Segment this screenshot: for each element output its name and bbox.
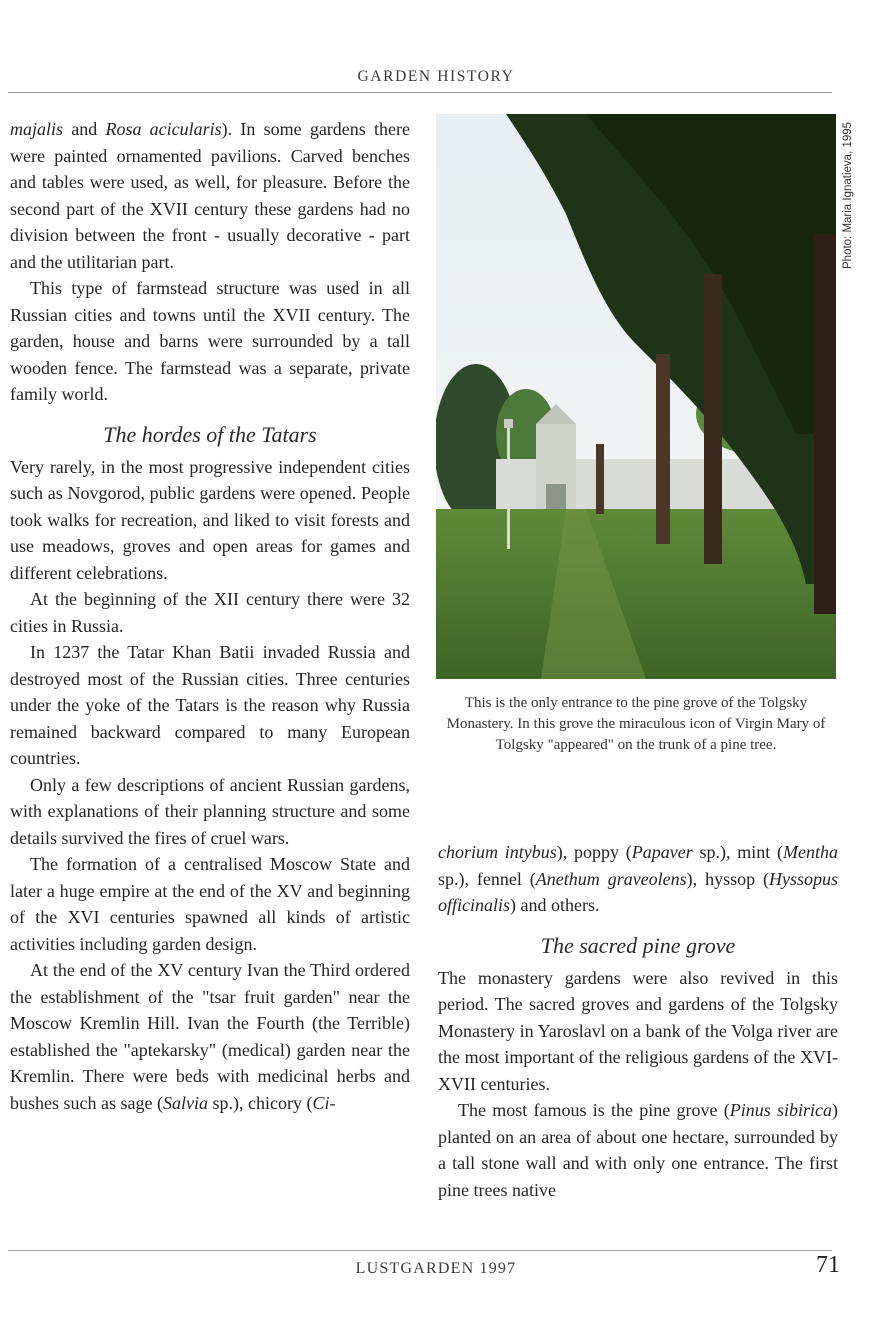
paragraph: At the beginning of the XII century there were 32 cities in Russia. <box>10 589 410 636</box>
paragraph: The formation of a centralised Moscow State and later a huge empire at the end of the XV and beginning of the XVI centuries spawned all kinds of artistic activities including garden design. <box>10 854 410 954</box>
paragraph: majalis and Rosa acicularis). In some gardens there were painted ornamented pavilions. Carved benches and tables were used, as well, for pleasure. Before the second part of the XVII century these gardens had no division between the front - usually decorative - part and the utilitarian part. <box>10 119 410 272</box>
paragraph: This type of farmstead structure was used in all Russian cities and towns until the XVII century. The garden, house and barns were surrounded by a tall wooden fence. The farmstead was a separate, private family world. <box>10 278 410 404</box>
paragraph: At the end of the XV century Ivan the Third ordered the establishment of the "tsar fruit garden" near the Moscow Kremlin Hill. Ivan the Fourth (the Terrible) established the "aptekarsky" (medical) garden near the Kremlin. There were beds with medicinal herbs and bushes such as sage (Salvia sp.), chicory (Ci- <box>10 960 410 1113</box>
paragraph: The monastery gardens were also revived in this period. The sacred groves and gardens of the Tolgsky Monastery in Yaroslavl on a bank of the Volga river are the most important of the religious gardens of the XVI-XVII centuries. <box>438 967 838 1094</box>
photo-credit <box>838 114 860 274</box>
footer-title: LUSTGARDEN 1997 <box>355 1260 517 1277</box>
footer-rule <box>8 1250 832 1251</box>
right-column <box>438 839 838 1203</box>
left-column <box>10 116 410 1116</box>
pine-grove-photo <box>436 114 836 679</box>
photo-caption: This is the only entrance to the pine grove of the Tolgsky Monastery. In this grove the miraculous icon of Virgin Mary of Tolgsky "appeared" on the trunk of a pine tree. <box>446 695 826 753</box>
photo-credit-text: Photo: Maria Ignatieva, 1995 <box>842 121 854 269</box>
header-rule <box>8 92 832 93</box>
paragraph: The most famous is the pine grove (Pinus sibirica) planted on an area of about one hectare, surrounded by a tall stone wall and with only one entrance. The first pine trees native <box>438 1100 838 1200</box>
paragraph: Very rarely, in the most progressive independent cities such as Novgorod, public gardens were opened. People took walks for recreation, and liked to visit forests and use meadows, groves and open areas for games and different celebrations. <box>10 456 410 583</box>
paragraph: chorium intybus), poppy (Papaver sp.), mint (Mentha sp.), fennel (Anethum graveolens), hyssop (Hyssopus officinalis) and others. <box>438 842 839 915</box>
paragraph: In 1237 the Tatar Khan Batii invaded Russia and destroyed most of the Russian cities. Three centuries under the yoke of the Tatars is the reason why Russia remained backward compared to many European countries. <box>10 642 410 768</box>
section-heading: The sacred pine grove <box>540 932 736 958</box>
page-number: 71 <box>816 1252 840 1278</box>
section-heading: The hordes of the Tatars <box>103 421 317 447</box>
running-head: GARDEN HISTORY <box>357 68 515 85</box>
paragraph: Only a few descriptions of ancient Russian gardens, with explanations of their planning structure and some details survived the fires of cruel wars. <box>10 774 410 848</box>
